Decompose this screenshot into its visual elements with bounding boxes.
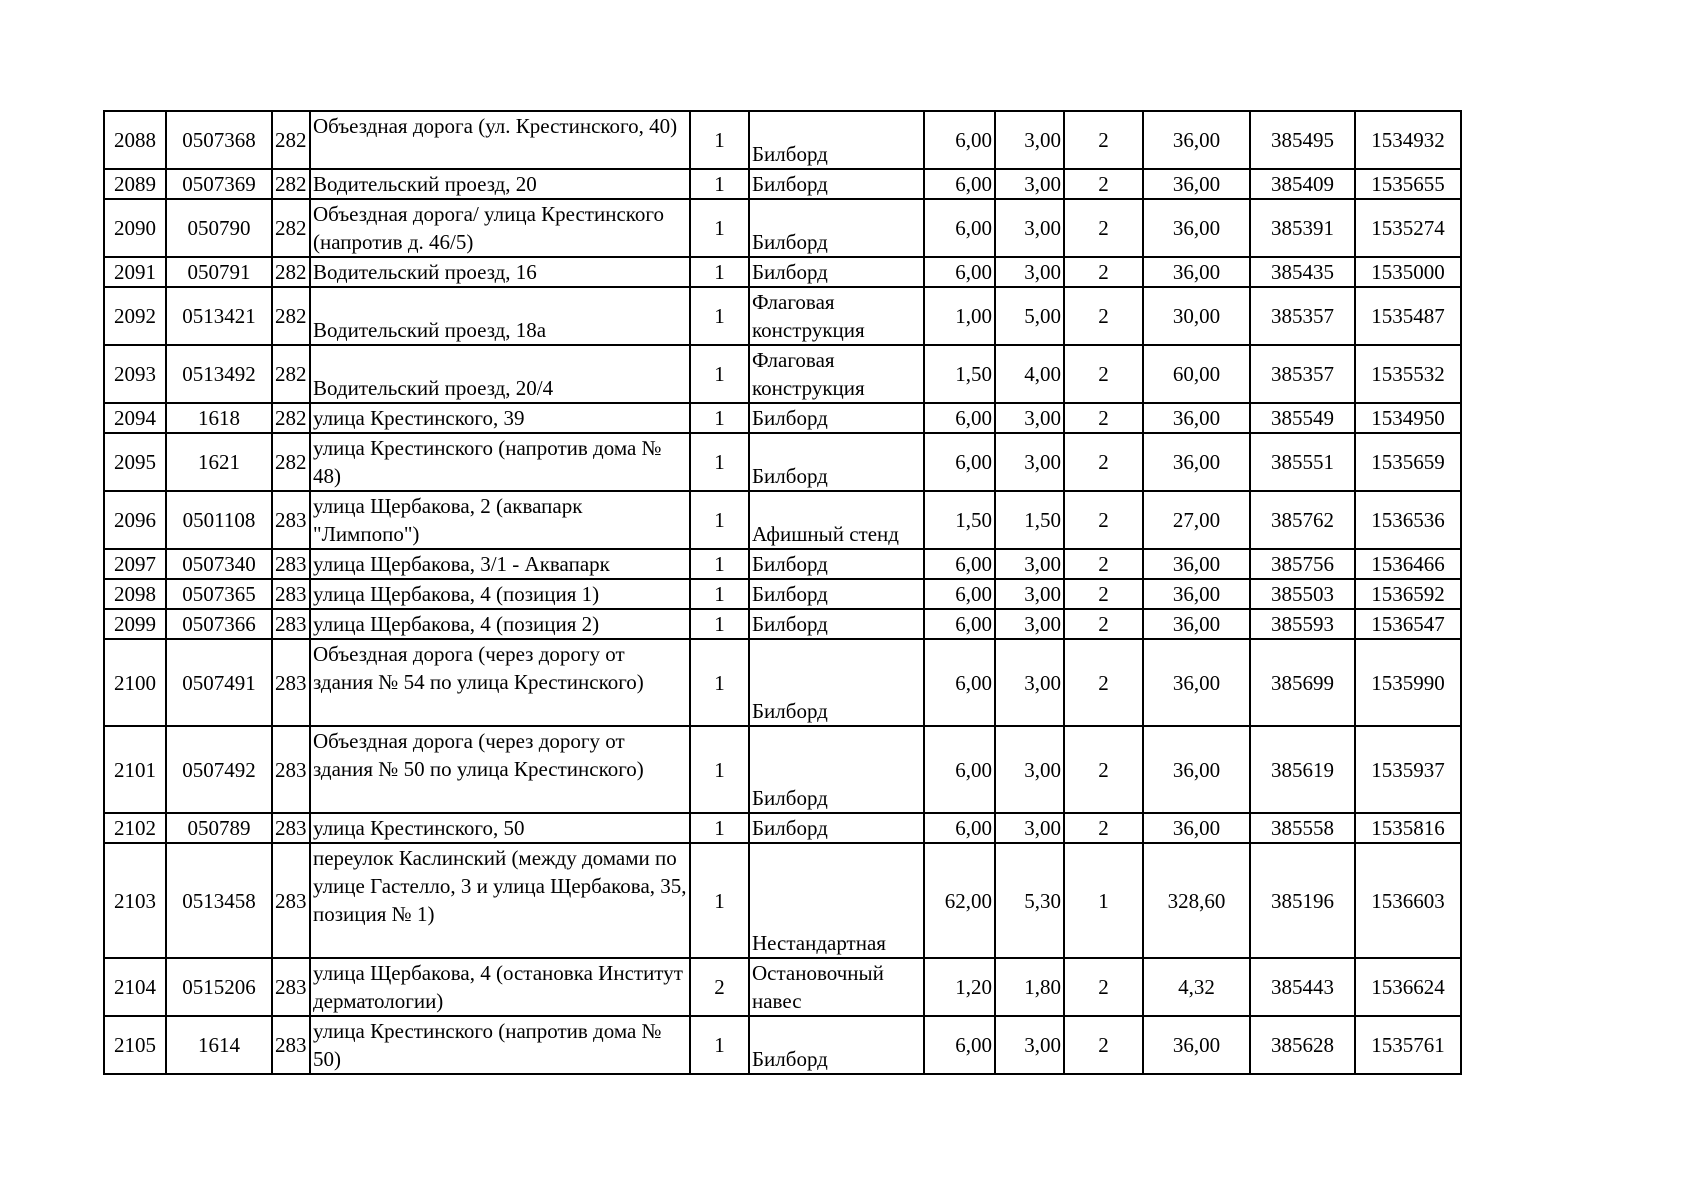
- table-row: [104, 257, 1461, 287]
- quantity-cell: 1: [690, 813, 749, 843]
- quantity-cell: 1: [690, 609, 749, 639]
- coord-y-cell: 1535761: [1355, 1016, 1461, 1074]
- structure-type-cell: Билборд: [749, 813, 924, 843]
- structure-type-cell: Нестандартная: [749, 843, 924, 958]
- coord-x-cell: 385593: [1250, 609, 1355, 639]
- width-cell: 6,00: [924, 403, 995, 433]
- zone-number-cell: 282: [272, 345, 310, 403]
- table-row: [104, 491, 1461, 549]
- quantity-cell: 1: [690, 345, 749, 403]
- quantity-cell: 1: [690, 403, 749, 433]
- table-row: [104, 609, 1461, 639]
- table-row: [104, 579, 1461, 609]
- structure-code-cell: 0501108: [166, 491, 272, 549]
- width-cell: 6,00: [924, 257, 995, 287]
- structure-code-cell: 1618: [166, 403, 272, 433]
- row-number-cell: 2102: [104, 813, 166, 843]
- structure-code-cell: 1621: [166, 433, 272, 491]
- area-cell: 36,00: [1143, 433, 1250, 491]
- coord-y-cell: 1535659: [1355, 433, 1461, 491]
- address-cell: Объездная дорога/ улица Крестинского (напротив д. 46/5): [310, 199, 690, 257]
- table-row: [104, 726, 1461, 813]
- height-cell: 5,30: [995, 843, 1064, 958]
- coord-x-cell: 385762: [1250, 491, 1355, 549]
- quantity-cell: 1: [690, 287, 749, 345]
- address-cell: улица Щербакова, 2 (аквапарк "Лимпопо"): [310, 491, 690, 549]
- structure-type-cell: Флаговая конструкция: [749, 287, 924, 345]
- quantity-cell: 1: [690, 169, 749, 199]
- table-body: [104, 111, 1461, 1074]
- coord-x-cell: 385756: [1250, 549, 1355, 579]
- structure-type-cell: Билборд: [749, 579, 924, 609]
- structure-code-cell: 0513421: [166, 287, 272, 345]
- structure-type-cell: Билборд: [749, 609, 924, 639]
- structure-code-cell: 050791: [166, 257, 272, 287]
- address-cell: улица Щербакова, 4 (позиция 2): [310, 609, 690, 639]
- advertising-structures-table: [103, 110, 1462, 1075]
- sides-cell: 1: [1064, 843, 1143, 958]
- width-cell: 6,00: [924, 1016, 995, 1074]
- structure-code-cell: 0507368: [166, 111, 272, 169]
- coord-y-cell: 1535532: [1355, 345, 1461, 403]
- coord-x-cell: 385357: [1250, 345, 1355, 403]
- sides-cell: 2: [1064, 639, 1143, 726]
- row-number-cell: 2093: [104, 345, 166, 403]
- width-cell: 6,00: [924, 726, 995, 813]
- width-cell: 6,00: [924, 433, 995, 491]
- quantity-cell: 1: [690, 433, 749, 491]
- height-cell: 3,00: [995, 257, 1064, 287]
- area-cell: 36,00: [1143, 549, 1250, 579]
- coord-y-cell: 1536536: [1355, 491, 1461, 549]
- sides-cell: 2: [1064, 433, 1143, 491]
- row-number-cell: 2088: [104, 111, 166, 169]
- coord-x-cell: 385551: [1250, 433, 1355, 491]
- coord-y-cell: 1534950: [1355, 403, 1461, 433]
- height-cell: 1,50: [995, 491, 1064, 549]
- width-cell: 1,50: [924, 491, 995, 549]
- coord-y-cell: 1536603: [1355, 843, 1461, 958]
- coord-x-cell: 385435: [1250, 257, 1355, 287]
- coord-y-cell: 1536592: [1355, 579, 1461, 609]
- height-cell: 3,00: [995, 199, 1064, 257]
- zone-number-cell: 283: [272, 958, 310, 1016]
- row-number-cell: 2105: [104, 1016, 166, 1074]
- width-cell: 6,00: [924, 199, 995, 257]
- height-cell: 3,00: [995, 639, 1064, 726]
- coord-x-cell: 385495: [1250, 111, 1355, 169]
- width-cell: 6,00: [924, 813, 995, 843]
- address-cell: улица Крестинского (напротив дома № 48): [310, 433, 690, 491]
- coord-y-cell: 1535274: [1355, 199, 1461, 257]
- structure-code-cell: 0515206: [166, 958, 272, 1016]
- address-cell: улица Щербакова, 3/1 - Аквапарк: [310, 549, 690, 579]
- row-number-cell: 2092: [104, 287, 166, 345]
- zone-number-cell: 282: [272, 169, 310, 199]
- coord-y-cell: 1535937: [1355, 726, 1461, 813]
- width-cell: 6,00: [924, 639, 995, 726]
- quantity-cell: 1: [690, 257, 749, 287]
- zone-number-cell: 282: [272, 111, 310, 169]
- coord-y-cell: 1536547: [1355, 609, 1461, 639]
- sides-cell: 2: [1064, 549, 1143, 579]
- address-cell: Водительский проезд, 16: [310, 257, 690, 287]
- row-number-cell: 2104: [104, 958, 166, 1016]
- height-cell: 3,00: [995, 1016, 1064, 1074]
- structure-type-cell: Билборд: [749, 169, 924, 199]
- area-cell: 27,00: [1143, 491, 1250, 549]
- width-cell: 6,00: [924, 549, 995, 579]
- zone-number-cell: 282: [272, 257, 310, 287]
- zone-number-cell: 282: [272, 199, 310, 257]
- address-cell: Водительский проезд, 20: [310, 169, 690, 199]
- coord-x-cell: 385549: [1250, 403, 1355, 433]
- zone-number-cell: 283: [272, 609, 310, 639]
- row-number-cell: 2096: [104, 491, 166, 549]
- address-cell: Объездная дорога (через дорогу от здания № 54 по улица Крестинского): [310, 639, 690, 726]
- width-cell: 6,00: [924, 579, 995, 609]
- zone-number-cell: 283: [272, 579, 310, 609]
- coord-x-cell: 385619: [1250, 726, 1355, 813]
- quantity-cell: 1: [690, 491, 749, 549]
- row-number-cell: 2097: [104, 549, 166, 579]
- structure-code-cell: 0507369: [166, 169, 272, 199]
- zone-number-cell: 283: [272, 843, 310, 958]
- area-cell: 36,00: [1143, 813, 1250, 843]
- coord-y-cell: 1535487: [1355, 287, 1461, 345]
- height-cell: 3,00: [995, 609, 1064, 639]
- sides-cell: 2: [1064, 579, 1143, 609]
- area-cell: 36,00: [1143, 639, 1250, 726]
- width-cell: 1,50: [924, 345, 995, 403]
- sides-cell: 2: [1064, 169, 1143, 199]
- coord-x-cell: 385357: [1250, 287, 1355, 345]
- area-cell: 36,00: [1143, 1016, 1250, 1074]
- sides-cell: 2: [1064, 345, 1143, 403]
- structure-code-cell: 0507340: [166, 549, 272, 579]
- structure-type-cell: Остановочный навес: [749, 958, 924, 1016]
- row-number-cell: 2095: [104, 433, 166, 491]
- structure-code-cell: 0507492: [166, 726, 272, 813]
- area-cell: 36,00: [1143, 609, 1250, 639]
- area-cell: 328,60: [1143, 843, 1250, 958]
- coord-x-cell: 385503: [1250, 579, 1355, 609]
- structure-type-cell: Билборд: [749, 257, 924, 287]
- coord-x-cell: 385558: [1250, 813, 1355, 843]
- table-row: [104, 287, 1461, 345]
- table-row: [104, 843, 1461, 958]
- structure-type-cell: Афишный стенд: [749, 491, 924, 549]
- structure-type-cell: Билборд: [749, 199, 924, 257]
- structure-type-cell: Билборд: [749, 433, 924, 491]
- zone-number-cell: 283: [272, 726, 310, 813]
- table-row: [104, 639, 1461, 726]
- quantity-cell: 1: [690, 111, 749, 169]
- quantity-cell: 1: [690, 726, 749, 813]
- table-row: [104, 403, 1461, 433]
- address-cell: улица Щербакова, 4 (позиция 1): [310, 579, 690, 609]
- structure-type-cell: Билборд: [749, 726, 924, 813]
- width-cell: 1,00: [924, 287, 995, 345]
- sides-cell: 2: [1064, 726, 1143, 813]
- address-cell: улица Крестинского (напротив дома № 50): [310, 1016, 690, 1074]
- row-number-cell: 2100: [104, 639, 166, 726]
- sides-cell: 2: [1064, 287, 1143, 345]
- structure-code-cell: 0507491: [166, 639, 272, 726]
- structure-code-cell: 0507365: [166, 579, 272, 609]
- zone-number-cell: 283: [272, 1016, 310, 1074]
- structure-type-cell: Флаговая конструкция: [749, 345, 924, 403]
- zone-number-cell: 282: [272, 433, 310, 491]
- zone-number-cell: 283: [272, 549, 310, 579]
- height-cell: 3,00: [995, 111, 1064, 169]
- sides-cell: 2: [1064, 1016, 1143, 1074]
- zone-number-cell: 282: [272, 403, 310, 433]
- height-cell: 3,00: [995, 813, 1064, 843]
- zone-number-cell: 283: [272, 639, 310, 726]
- table-row: [104, 1016, 1461, 1074]
- sides-cell: 2: [1064, 111, 1143, 169]
- structure-code-cell: 050789: [166, 813, 272, 843]
- row-number-cell: 2091: [104, 257, 166, 287]
- area-cell: 60,00: [1143, 345, 1250, 403]
- table-row: [104, 549, 1461, 579]
- coord-y-cell: 1536466: [1355, 549, 1461, 579]
- quantity-cell: 1: [690, 549, 749, 579]
- structure-code-cell: 0513492: [166, 345, 272, 403]
- coord-x-cell: 385443: [1250, 958, 1355, 1016]
- zone-number-cell: 282: [272, 287, 310, 345]
- height-cell: 1,80: [995, 958, 1064, 1016]
- coord-x-cell: 385409: [1250, 169, 1355, 199]
- table-row: [104, 813, 1461, 843]
- structure-code-cell: 050790: [166, 199, 272, 257]
- height-cell: 3,00: [995, 726, 1064, 813]
- quantity-cell: 2: [690, 958, 749, 1016]
- sides-cell: 2: [1064, 257, 1143, 287]
- zone-number-cell: 283: [272, 813, 310, 843]
- address-cell: Водительский проезд, 20/4: [310, 345, 690, 403]
- table-row: [104, 345, 1461, 403]
- area-cell: 36,00: [1143, 111, 1250, 169]
- width-cell: 6,00: [924, 609, 995, 639]
- sides-cell: 2: [1064, 813, 1143, 843]
- area-cell: 4,32: [1143, 958, 1250, 1016]
- width-cell: 62,00: [924, 843, 995, 958]
- quantity-cell: 1: [690, 1016, 749, 1074]
- address-cell: улица Крестинского, 50: [310, 813, 690, 843]
- address-cell: улица Крестинского, 39: [310, 403, 690, 433]
- quantity-cell: 1: [690, 843, 749, 958]
- coord-x-cell: 385628: [1250, 1016, 1355, 1074]
- height-cell: 3,00: [995, 433, 1064, 491]
- structure-type-cell: Билборд: [749, 111, 924, 169]
- address-cell: Объездная дорога (ул. Крестинского, 40): [310, 111, 690, 169]
- area-cell: 36,00: [1143, 199, 1250, 257]
- row-number-cell: 2090: [104, 199, 166, 257]
- height-cell: 3,00: [995, 579, 1064, 609]
- row-number-cell: 2094: [104, 403, 166, 433]
- coord-x-cell: 385391: [1250, 199, 1355, 257]
- coord-y-cell: 1536624: [1355, 958, 1461, 1016]
- height-cell: 3,00: [995, 403, 1064, 433]
- coord-y-cell: 1534932: [1355, 111, 1461, 169]
- coord-y-cell: 1535990: [1355, 639, 1461, 726]
- address-cell: переулок Каслинский (между домами по улице Гастелло, 3 и улица Щербакова, 35, позиция № 1): [310, 843, 690, 958]
- sides-cell: 2: [1064, 958, 1143, 1016]
- sides-cell: 2: [1064, 491, 1143, 549]
- coord-y-cell: 1535816: [1355, 813, 1461, 843]
- table-row: [104, 433, 1461, 491]
- area-cell: 36,00: [1143, 579, 1250, 609]
- area-cell: 36,00: [1143, 169, 1250, 199]
- height-cell: 3,00: [995, 549, 1064, 579]
- area-cell: 36,00: [1143, 403, 1250, 433]
- height-cell: 3,00: [995, 169, 1064, 199]
- table-row: [104, 199, 1461, 257]
- zone-number-cell: 283: [272, 491, 310, 549]
- quantity-cell: 1: [690, 579, 749, 609]
- structure-type-cell: Билборд: [749, 403, 924, 433]
- area-cell: 30,00: [1143, 287, 1250, 345]
- table-row: [104, 111, 1461, 169]
- structure-code-cell: 0513458: [166, 843, 272, 958]
- row-number-cell: 2089: [104, 169, 166, 199]
- structure-type-cell: Билборд: [749, 639, 924, 726]
- address-cell: Водительский проезд, 18а: [310, 287, 690, 345]
- coord-y-cell: 1535000: [1355, 257, 1461, 287]
- width-cell: 6,00: [924, 169, 995, 199]
- row-number-cell: 2098: [104, 579, 166, 609]
- coord-x-cell: 385196: [1250, 843, 1355, 958]
- sides-cell: 2: [1064, 403, 1143, 433]
- height-cell: 4,00: [995, 345, 1064, 403]
- address-cell: Объездная дорога (через дорогу от здания № 50 по улица Крестинского): [310, 726, 690, 813]
- structure-type-cell: Билборд: [749, 549, 924, 579]
- width-cell: 6,00: [924, 111, 995, 169]
- address-cell: улица Щербакова, 4 (остановка Институт дерматологии): [310, 958, 690, 1016]
- table-row: [104, 958, 1461, 1016]
- height-cell: 5,00: [995, 287, 1064, 345]
- width-cell: 1,20: [924, 958, 995, 1016]
- row-number-cell: 2103: [104, 843, 166, 958]
- structure-code-cell: 1614: [166, 1016, 272, 1074]
- sides-cell: 2: [1064, 609, 1143, 639]
- table-row: [104, 169, 1461, 199]
- area-cell: 36,00: [1143, 257, 1250, 287]
- area-cell: 36,00: [1143, 726, 1250, 813]
- row-number-cell: 2101: [104, 726, 166, 813]
- structure-code-cell: 0507366: [166, 609, 272, 639]
- quantity-cell: 1: [690, 199, 749, 257]
- sides-cell: 2: [1064, 199, 1143, 257]
- structure-type-cell: Билборд: [749, 1016, 924, 1074]
- coord-x-cell: 385699: [1250, 639, 1355, 726]
- quantity-cell: 1: [690, 639, 749, 726]
- coord-y-cell: 1535655: [1355, 169, 1461, 199]
- row-number-cell: 2099: [104, 609, 166, 639]
